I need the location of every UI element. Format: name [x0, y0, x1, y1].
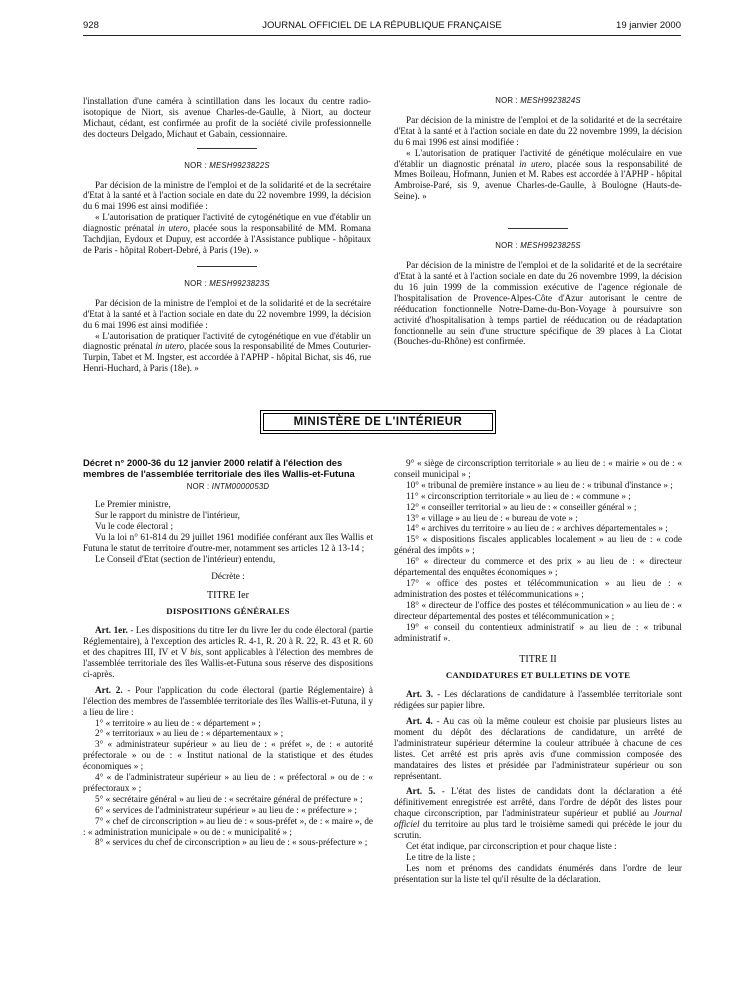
list-item: 9° « siège de circonscription territoriale » au lieu de : « mairie » ou de : « conseil municipal » ; — [394, 458, 682, 479]
list-item: 13° « village » au lieu de : « bureau de vote » ; — [406, 512, 578, 523]
paragraph: Par décision de la ministre de l'emploi et de la solidarité et de la secrétaire d'Etat à la santé et à l'action sociale en date du 22 novembre 1999, la décision du 6 mai 1996 est ainsi modifiée : — [83, 179, 371, 212]
list-item: 11° « circonscription territoriale » au lieu de : « commune » ; — [406, 490, 631, 501]
article-5: Art. 5. - L'état des listes de candidats dont la déclaration a été définitivement enregistrée est arrêté, dans l'ordre de dépôt des listes pour chaque circonscription, par l'administrateur supérieur et publié au Journal officiel du territoire au plus tard le troisième samedi qui précède le jour du scrutin. — [394, 786, 683, 841]
list-item: 7° « chef de circonscription » au lieu de : « sous-préfet », de : « maire », de : « administration municipale » ou de : « municipalité » ; — [83, 815, 373, 837]
paragraph: Sur le rapport du ministre de l'intérieur, — [95, 510, 240, 520]
nor-label: NOR : — [186, 482, 210, 492]
nor-reference — [83, 482, 373, 493]
nor-label: NOR : — [495, 241, 518, 251]
paragraph: Par décision de la ministre de l'emploi et de la solidarité et de la secrétaire d'Etat à la santé et à l'action sociale en date du 22 novembre 1999, la décision du 6 mai 1996 est ainsi modifiée : — [83, 297, 371, 330]
header-rule — [83, 35, 681, 36]
title-subheading: DISPOSITIONS GÉNÉRALES — [166, 606, 290, 617]
divider — [197, 148, 257, 149]
title-heading: TITRE Ier — [207, 590, 249, 602]
paragraph: Par décision de la ministre de l'emploi et de la solidarité et de la secrétaire d'Etat à la santé et à l'action sociale en date du 26 novembre 1999, la décision du 16 juin 1999 de la commission exécutive de l'agence régionale de l'hospitalisation de Provence-Alpes-Côte d'Azur autorisant le centre de rééducation fonctionnelle Notre-Dame-du-Bon-Voyage à poursuivre son activité d'hospitalisation à temps partiel de rééducation ou de réadaptation fonctionnelle au sein d'une structure spécifique de 39 places à La Ciotat (Bouches-du-Rhône) est confirmée. — [394, 260, 682, 347]
article-3: Art. 3. - Les déclarations de candidature à l'assemblée territoriale sont rédigées sur papier libre. — [394, 689, 683, 711]
list-item: 14° « archives du territoire » au lieu de : « archives départementales » ; — [406, 523, 668, 534]
decrete-line: Décrète : — [211, 570, 245, 581]
title-heading: TITRE II — [519, 654, 557, 666]
article-1: Art. 1er. - Les dispositions du titre Ier du livre Ier du code électoral (partie Réglementaire), à l'exception des articles R. 4-1, R. 20 à R. 22, R. 43 et R. 60 et des chapitres III, IV et V bis, sont applicables à l'élection des membres de l'assemblée territoriale des îles Wallis-et-Futuna sous réserve des dispositions ci-après. — [83, 625, 373, 679]
paragraph: l'installation d'une caméra à scintillation dans les locaux du centre radio-isotopique de Niort, sis avenue Charles-de-Gaulle, à Niort, au docteur Michaut, cédant, est confirmée au profit de la société civile professionnelle des docteurs Delgado, Michaut et Gabain, cessionnaire. — [83, 96, 371, 139]
divider — [197, 266, 257, 267]
nor-code: MESH9923822S — [209, 160, 270, 170]
publication-date: 19 janvier 2000 — [616, 20, 681, 31]
nor-code: MESH9923824S — [520, 96, 581, 105]
page-number: 928 — [83, 20, 99, 31]
paragraph: « L'autorisation de pratiquer l'activité de cytogénétique en vue d'établir un diagnostic prénatal in utero, placée sous la responsabilité de MM. Romana Tachdjian, Eydoux et Dupuy, est accordée à l'Assistance publique - hôpitaux de Paris - hôpital Robert-Debré, à Paris (19e). » — [83, 212, 372, 255]
paragraph: Le Conseil d'Etat (section de l'intérieur) entendu, — [95, 553, 276, 564]
paragraph: Cet état indique, par circonscription et pour chaque liste : — [406, 841, 617, 851]
title-subheading: CANDIDATURES ET BULLETINS DE VOTE — [445, 670, 631, 681]
article-4: Art. 4. - Au cas où la même couleur est choisie par plusieurs listes au moment du dépôt des déclarations de candidature, un arrêté de l'administrateur supérieur détermine la couleur attribuée à chacune de ces listes. Cet arrêté est pris après avis d'une commission composée des mandataires des listes et présidée par l'administrateur supérieur ou son représentant. — [394, 716, 682, 781]
nor-label: NOR : — [495, 96, 518, 105]
list-item: 8° « services du chef de circonscription » au lieu de : « sous-préfecture » ; — [95, 837, 368, 848]
list-item: 15° « dispositions fiscales applicables localement » au lieu de : « code général des impôts » ; — [394, 534, 682, 556]
list-item: 18° « directeur de l'office des postes et télécommunication » au lieu de : « directeur départemental des postes et télécommunication » ; — [394, 599, 682, 621]
upper-left-column — [83, 96, 371, 374]
article-2: Art. 2. - Pour l'application du code électoral (partie Réglementaire) à l'élection des membres de l'assemblée territoriale des îles Wallis-et-Futuna, il y a lieu de lire : — [83, 684, 374, 717]
ministry-heading-box — [260, 410, 496, 434]
decree-title: Décret n° 2000-36 du 12 janvier 2000 relatif à l'élection des membres de l'assemblée territoriale des îles Wallis-et-Futuna — [83, 457, 355, 479]
list-item: 5° « secrétaire général » au lieu de : « secrétaire général de préfecture » ; — [95, 793, 363, 804]
divider — [508, 228, 568, 229]
paragraph: Le titre de la liste ; — [406, 851, 476, 862]
list-item: 17° « office des postes et télécommunication » au lieu de : « administration des postes et télécommunications » ; — [394, 577, 682, 599]
nor-reference — [83, 279, 371, 290]
paragraph: Les nom et prénoms des candidats énumérés dans l'ordre de leur présentation sur la liste tel qu'il résulte de la déclaration. — [394, 862, 682, 884]
list-item: 10° « tribunal de première instance » au lieu de : « tribunal d'instance » ; — [406, 479, 673, 490]
nor-reference — [83, 161, 371, 172]
paragraph: Vu le code électoral ; — [95, 520, 174, 531]
paragraph: Vu la loi n° 61-814 du 29 juillet 1961 modifiée conférant aux îles Wallis et Futuna le statut de territoire d'outre-mer, notamment ses articles 12 à 13-14 ; — [83, 531, 373, 553]
nor-code: MESH9923825S — [520, 241, 581, 251]
paragraph: « L'autorisation de pratiquer l'activité de génétique moléculaire en vue d'établir un diagnostic prénatal in utero, placée sous la responsabilité de Mmes Boileau, Hofmann, Junien et M. Rabes est accordée à l'APHP - hôpital Ambroise-Paré, sis 9, avenue Charles-de-Gaulle, à Boulogne (Hauts-de-Seine). » — [394, 147, 683, 202]
lower-right-column — [394, 458, 682, 885]
list-item: 4° « de l'administrateur supérieur » au lieu de : « préfectoral » ou de : « préfectoraux » ; — [83, 772, 373, 793]
nor-reference — [394, 241, 682, 252]
ministry-heading: MINISTÈRE DE L'INTÉRIEUR — [263, 413, 493, 431]
paragraph: « L'autorisation de pratiquer l'activité de cytogénétique en vue d'établir un diagnostic prénatal in utero, placée sous la responsabilité de Mmes Couturier-Turpin, Tabet et M. Ingster, est accordée à l'APHP - hôpital Bichat, sis 46, rue Henri-Huchard, à Paris (18e). » — [83, 330, 372, 374]
list-item: 1° « territoire » au lieu de : « département » ; — [95, 717, 261, 728]
list-item: 12° « conseiller territorial » au lieu de : « conseiller général » ; — [406, 501, 637, 512]
list-item: 16° « directeur du commerce et des prix » au lieu de : « directeur départemental des enquêtes économiques » ; — [394, 556, 682, 578]
paragraph: Par décision de la ministre de l'emploi et de la solidarité et de la secrétaire d'Etat à la santé et à l'action sociale en date du 22 novembre 1999, la décision du 6 mai 1996 est ainsi modifiée : — [394, 114, 682, 147]
list-item: 6° « services de l'administrateur supérieur » au lieu de : « préfecture » ; — [95, 804, 357, 815]
list-item: 2° « territoriaux » au lieu de : « départementaux » ; — [95, 728, 284, 739]
list-item: 19° « conseil du contentieux administratif » au lieu de : « tribunal administratif ». — [394, 621, 682, 643]
nor-code: INTM0000053D — [211, 482, 270, 492]
list-item: 3° « administrateur supérieur » au lieu de : « préfet », de : « autorité préfectorale » ou de : « Institut national de la statistique et des études économiques » ; — [83, 739, 373, 772]
nor-code: MESH9923823S — [209, 278, 270, 288]
nor-reference — [394, 96, 682, 107]
nor-label: NOR : — [184, 278, 207, 288]
journal-title: JOURNAL OFFICIEL DE LA RÉPUBLIQUE FRANÇAISE — [262, 20, 502, 31]
paragraph: Le Premier ministre, — [95, 499, 171, 510]
page-header — [83, 20, 681, 34]
lower-left-column — [83, 458, 373, 848]
upper-right-column — [394, 96, 682, 347]
nor-label: NOR : — [184, 160, 207, 170]
